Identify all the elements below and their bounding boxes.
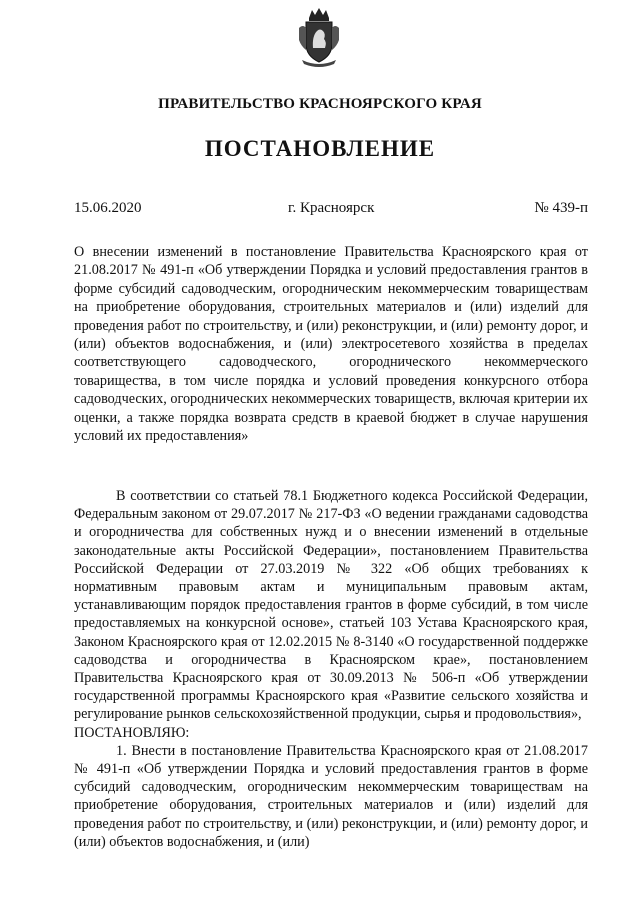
resolve-line: ПОСТАНОВЛЯЮ: [74, 724, 190, 741]
document-body [74, 487, 588, 851]
government-name: ПРАВИТЕЛЬСТВО КРАСНОЯРСКОГО КРАЯ [158, 96, 482, 112]
item-1-paragraph: 1. Внести в постановление Правительства Красноярского края от 21.08.2017 № 491-п «Об утверждении Порядка и условий предоставления грантов в форме субсидий садоводческим, огородническим некоммерческим товариществам на приобретение оборудования, строительных материалов и (или) изделий для проведения работ по строительству, и (или) реконструкции, и (или) ремонту дорог, и (или) объектов водоснабжения, и (или) [74, 742, 588, 850]
document-meta [74, 200, 588, 220]
document-type: ПОСТАНОВЛЕНИЕ [204, 136, 436, 161]
preamble-paragraph: В соответствии со статьей 78.1 Бюджетного кодекса Российской Федерации, Федеральным законом от 29.07.2017 № 217-ФЗ «О ведении гражданами садоводства и огородничества для собственных нужд и о внесении изменений в отдельные законодательные акты Российской Федерации», постановлением Правительства Российской Федерации от 27.03.2019 № 322 «Об общих требованиях к нормативным правовым актам и муниципальным правовым актам, устанавливающим порядок предоставления грантов в форме субсидий, в том числе предоставляемых на конкурсной основе», статьей 103 Устава Красноярского края, Законом Красноярского края от 12.02.2015 № 8-3140 «О государственной поддержке садоводства и огородничества в Красноярском крае», постановлением Правительства Красноярского края от 30.09.2013 № 506-п «Об утверждении государственной программы Красноярского края «Развитие сельского хозяйства и регулирование рынков сельскохозяйственной продукции, сырья и продовольствия», [74, 488, 588, 723]
document-date: 15.06.2020 [74, 200, 142, 216]
coat-of-arms-icon [296, 6, 342, 68]
subject-text: О внесении изменений в постановление Правительства Красноярского края от 21.08.2017 № 491-п «Об утверждении Порядка и условий предоставления грантов в форме субсидий садоводческим, огородническим некоммерческим товариществам на приобретение оборудования, строительных материалов и (или) изделий для проведения работ по строительству, и (или) реконструкции, и (или) ремонту дорог, и (или) объектов водоснабжения, и (или) электросетевого хозяйства в пределах соответствующего садоводческого, огороднического некоммерческого товарищества, в том числе порядка и условий проведения конкурсного отбора садоводческих, огороднических некоммерческих товариществ, включая критерии их оценки, а также порядка возврата средств в краевой бюджет в случае нарушения условий их предоставления» [74, 244, 588, 445]
document-city: г. Красноярск [288, 200, 375, 216]
document-number: № 439-п [534, 200, 588, 216]
document-subject [74, 243, 588, 445]
